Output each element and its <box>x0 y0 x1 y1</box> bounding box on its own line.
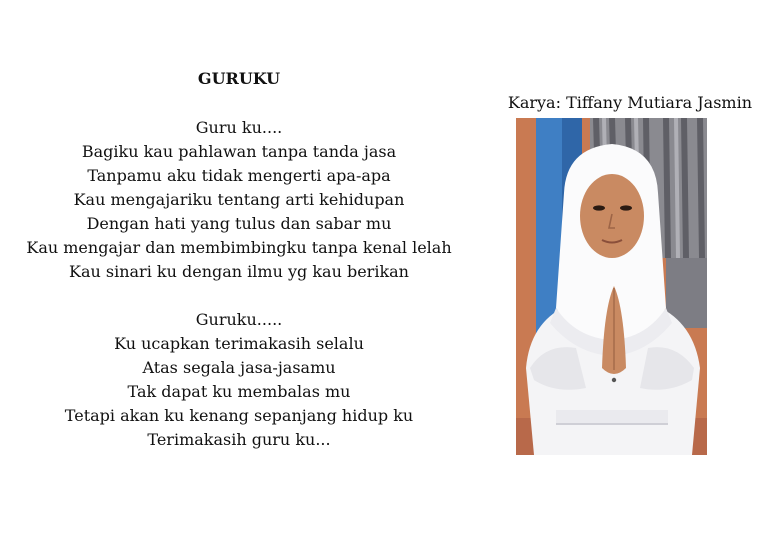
poem-line: Ku ucapkan terimakasih selalu <box>114 334 364 353</box>
poem-line: Atas segala jasa-jasamu <box>142 358 336 377</box>
author-credit: Karya: Tiffany Mutiara Jasmin <box>507 93 752 112</box>
poem-line: Tanpamu aku tidak mengerti apa-apa <box>87 166 391 185</box>
poem-line: Kau mengajar dan membimbingku tanpa kenal lelah <box>26 238 452 257</box>
author-photo <box>516 118 707 455</box>
poem-line: Terimakasih guru ku... <box>147 430 331 449</box>
poem-title: GURUKU <box>197 69 281 88</box>
poem-line: Tetapi akan ku kenang sepanjang hidup ku <box>64 406 414 425</box>
stanza-gap <box>0 284 478 308</box>
poem-line: Bagiku kau pahlawan tanpa tanda jasa <box>81 142 397 161</box>
poem-line: Tak dapat ku membalas mu <box>127 382 351 401</box>
poem-line: Dengan hati yang tulus dan sabar mu <box>86 214 392 233</box>
poem-line: Kau mengajariku tentang arti kehidupan <box>73 190 405 209</box>
poem-line: Guruku..... <box>195 310 283 329</box>
poem-line: Kau sinari ku dengan ilmu yg kau berikan <box>69 262 409 281</box>
poem-line: Guru ku.... <box>195 118 283 137</box>
poem-body <box>0 116 478 452</box>
